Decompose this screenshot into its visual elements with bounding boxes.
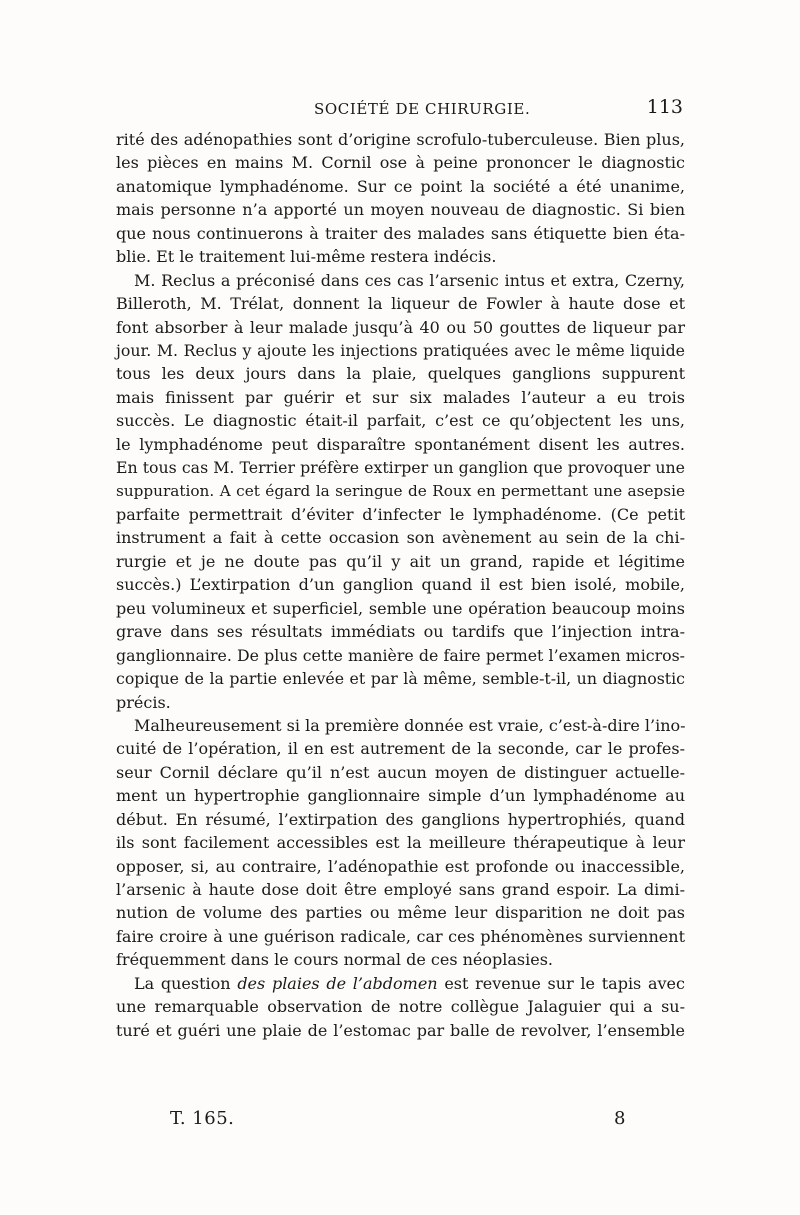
text-line: faire croire à une guérison radicale, car ces phénomènes surviennent bbox=[116, 926, 685, 946]
text-line: que nous continuerons à traiter des malades sans étiquette bien éta- bbox=[116, 223, 685, 243]
text-line: turé et guéri une plaie de l’estomac par balle de revolver, l’ensemble bbox=[116, 1020, 685, 1040]
text-fragment: La question bbox=[134, 973, 231, 993]
text-line: cuité de l’opération, il en est autrement de la seconde, car le profes- bbox=[116, 739, 685, 759]
text-line: copique de la partie enlevée et par là même, semble-t-il, un diagnostic bbox=[116, 669, 685, 689]
signature-mark: 8 bbox=[614, 1108, 626, 1129]
text-line: mais finissent par guérir et sur six malades l’auteur a eu trois bbox=[116, 387, 685, 407]
text-line: ganglionnaire. De plus cette manière de faire permet l’examen micros- bbox=[116, 645, 685, 665]
text-line: seur Cornil déclare qu’il n’est aucun moyen de distinguer actuelle- bbox=[116, 762, 685, 782]
text-line: peu volumineux et superficiel, semble une opération beaucoup moins bbox=[116, 598, 685, 618]
text-line: font absorber à leur malade jusqu’à 40 ou 50 gouttes de liqueur par bbox=[116, 317, 685, 337]
text-line: parfaite permettrait d’éviter d’infecter le lymphadénome. (Ce petit bbox=[116, 505, 685, 524]
text-line: le lymphadénome peut disparaître spontanément disent les autres. bbox=[116, 434, 685, 454]
text-line: Malheureusement si la première donnée est vraie, c’est-à-dire l’ino- bbox=[134, 715, 686, 735]
text-line: fréquemment dans le cours normal de ces néoplasies. bbox=[116, 950, 554, 970]
text-line: succès. Le diagnostic était-il parfait, c’est ce qu’objectent les uns, bbox=[116, 411, 685, 431]
text-line: précis. bbox=[116, 692, 171, 712]
text-fragment: est revenue sur le tapis avec bbox=[444, 973, 685, 993]
text-line-with-italic bbox=[116, 972, 685, 995]
text-line: l’arsenic à haute dose doit être employé sans grand espoir. La dimi- bbox=[116, 880, 685, 899]
text-line: mais personne n’a apporté un moyen nouveau de diagnostic. Si bien bbox=[116, 200, 685, 220]
text-line: suppuration. A cet égard la seringue de Roux en permettant une asepsie bbox=[116, 481, 685, 500]
italic-phrase: des plaies de l’abdomen bbox=[237, 973, 438, 993]
text-line: succès.) L’extirpation d’un ganglion quand il est bien isolé, mobile, bbox=[116, 575, 685, 595]
text-line: M. Reclus a préconisé dans ces cas l’arsenic intus et extra, Czerny, bbox=[134, 270, 685, 290]
text-line: Billeroth, M. Trélat, donnent la liqueur de Fowler à haute dose et bbox=[116, 294, 685, 314]
text-line: début. En résumé, l’extirpation des ganglions hypertrophiés, quand bbox=[116, 809, 685, 829]
text-line: rité des adénopathies sont d’origine scrofulo-tuberculeuse. Bien plus, bbox=[116, 130, 685, 149]
text-line: une remarquable observation de notre collègue Jalaguier qui a su- bbox=[116, 997, 685, 1017]
page-footer bbox=[170, 1108, 630, 1136]
page-number: 113 bbox=[646, 96, 683, 118]
text-line: tous les deux jours dans la plaie, quelques ganglions suppurent bbox=[116, 364, 685, 384]
text-line: En tous cas M. Terrier préfère extirper un ganglion que provoquer une bbox=[116, 458, 685, 478]
running-head bbox=[116, 96, 683, 126]
text-line: anatomique lymphadénome. Sur ce point la société a été unanime, bbox=[116, 176, 685, 196]
text-line: ils sont facilement accessibles est la meilleure thérapeutique à leur bbox=[116, 833, 685, 853]
text-line: jour. M. Reclus y ajoute les injections pratiquées avec le même liquide bbox=[116, 340, 685, 360]
text-line: instrument a fait à cette occasion son avènement au sein de la chi- bbox=[116, 528, 685, 548]
volume-number: T. 165. bbox=[170, 1108, 235, 1129]
text-line: rurgie et je ne doute pas qu’il y ait un grand, rapide et légitime bbox=[116, 551, 685, 571]
text-line: ment un hypertrophie ganglionnaire simple d’un lymphadénome au bbox=[116, 786, 685, 806]
text-line: blie. Et le traitement lui-même restera indécis. bbox=[116, 247, 497, 267]
text-line: les pièces en mains M. Cornil ose à peine prononcer le diagnostic bbox=[116, 153, 685, 173]
text-line: grave dans ses résultats immédiats ou tardifs que l’injection intra- bbox=[116, 622, 685, 642]
body-text bbox=[116, 128, 685, 1042]
text-line: nution de volume des parties ou même leur disparition ne doit pas bbox=[116, 903, 685, 923]
running-title: SOCIÉTÉ DE CHIRURGIE. bbox=[314, 100, 531, 118]
text-line: opposer, si, au contraire, l’adénopathie est profonde ou inaccessible, bbox=[116, 856, 685, 876]
